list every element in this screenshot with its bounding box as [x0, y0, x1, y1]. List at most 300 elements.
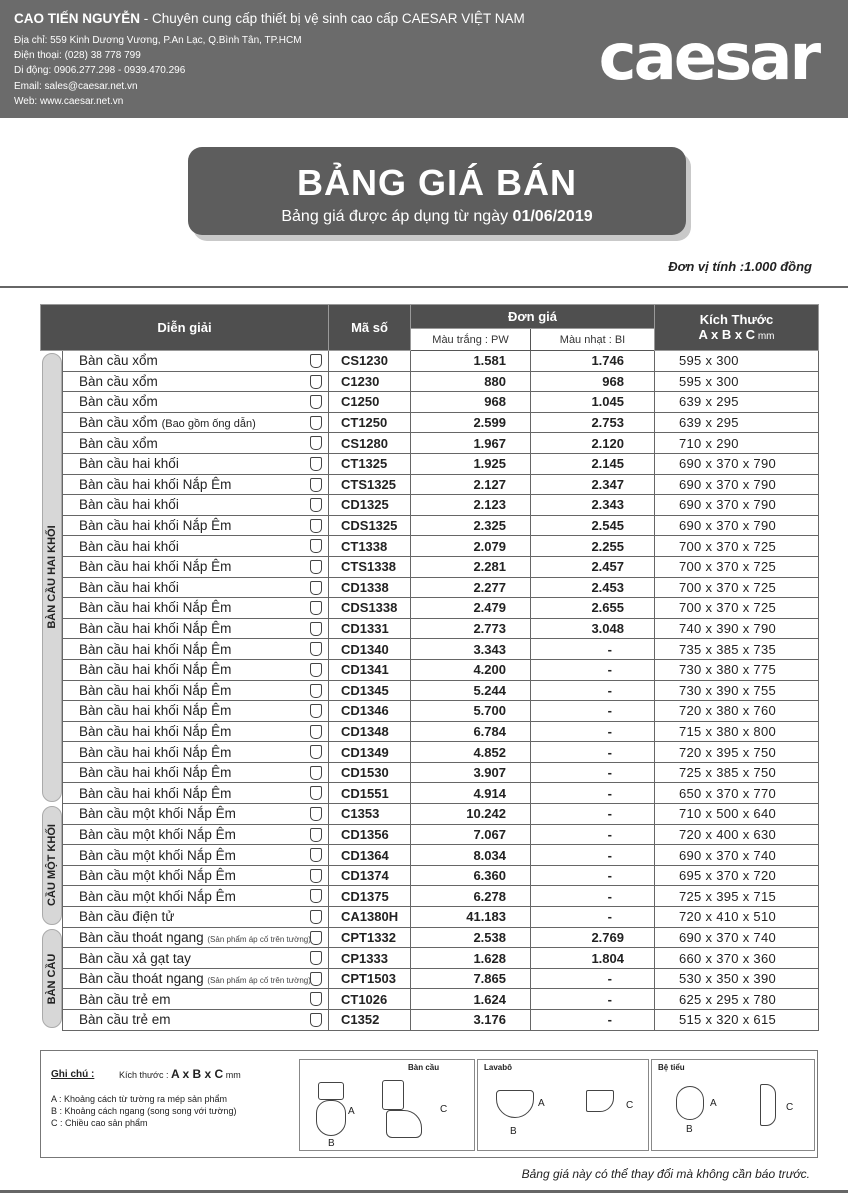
- price-light: -: [531, 742, 655, 763]
- subtitle-prefix: Bảng giá được áp dụng từ ngày: [281, 208, 513, 225]
- toilet-icon: [310, 972, 322, 986]
- product-code: CD1325: [329, 495, 411, 516]
- price-light: -: [531, 845, 655, 866]
- product-code: CD1340: [329, 639, 411, 660]
- group-label: [42, 353, 62, 802]
- product-code: CT1250: [329, 412, 411, 433]
- table-row: [41, 927, 819, 948]
- toilet-icon: [310, 519, 322, 533]
- product-name-cell: [63, 495, 329, 516]
- product-name-cell: [63, 968, 329, 989]
- notes-lines: [51, 1093, 236, 1129]
- table-row: [41, 886, 819, 907]
- toilet-icon: [310, 910, 322, 924]
- toilet-icon: [310, 828, 322, 842]
- price-light: -: [531, 762, 655, 783]
- product-name-cell: [63, 845, 329, 866]
- product-name-cell: [63, 433, 329, 454]
- table-row: [41, 1010, 819, 1031]
- product-name-cell: [63, 886, 329, 907]
- header-price-light: Màu nhạt : BI: [531, 329, 655, 351]
- product-size: 690 x 370 x 790: [655, 474, 819, 495]
- price-white: 1.581: [411, 351, 531, 372]
- product-code: CD1364: [329, 845, 411, 866]
- product-name-cell: [63, 556, 329, 577]
- product-name: Bàn cầu một khối Nắp Êm: [79, 868, 236, 884]
- price-white: 3.907: [411, 762, 531, 783]
- product-size: 595 x 300: [655, 351, 819, 372]
- product-name-cell: [63, 1010, 329, 1031]
- product-code: C1352: [329, 1010, 411, 1031]
- product-name-cell: [63, 762, 329, 783]
- product-name: Bàn cầu hai khối Nắp Êm: [79, 559, 232, 575]
- table-row: [41, 742, 819, 763]
- product-size: 690 x 370 x 740: [655, 845, 819, 866]
- notes-box: [40, 1050, 818, 1158]
- toilet-icon: [310, 581, 322, 595]
- product-size: 700 x 370 x 725: [655, 556, 819, 577]
- table-row: [41, 721, 819, 742]
- product-name: Bàn cầu xổm: [79, 373, 158, 389]
- price-white: 4.200: [411, 659, 531, 680]
- product-size: 735 x 385 x 735: [655, 639, 819, 660]
- toilet-icon: [310, 766, 322, 780]
- table-row: [41, 351, 819, 372]
- product-size: 720 x 410 x 510: [655, 907, 819, 928]
- price-light: 2.453: [531, 577, 655, 598]
- price-white: 2.127: [411, 474, 531, 495]
- product-size: 530 x 350 x 390: [655, 968, 819, 989]
- price-light: -: [531, 886, 655, 907]
- dim-a-toilet: A: [348, 1106, 355, 1117]
- toilet-icon: [310, 992, 322, 1006]
- product-name-cell: [63, 412, 329, 433]
- product-name-cell: [63, 515, 329, 536]
- product-name-cell: [63, 474, 329, 495]
- price-white: 1.624: [411, 989, 531, 1010]
- price-light: -: [531, 639, 655, 660]
- table-row: [41, 804, 819, 825]
- product-code: CS1280: [329, 433, 411, 454]
- urinal-side-icon: [760, 1084, 776, 1126]
- diagram-urinal: [651, 1059, 815, 1151]
- product-name-cell: [63, 680, 329, 701]
- page-title: BẢNG GIÁ BÁN: [297, 162, 577, 203]
- company-line: [14, 11, 525, 26]
- product-code: CPT1503: [329, 968, 411, 989]
- product-code: CD1530: [329, 762, 411, 783]
- price-white: 6.278: [411, 886, 531, 907]
- toilet-icon: [310, 478, 322, 492]
- product-name: Bàn cầu hai khối Nắp Êm: [79, 476, 232, 492]
- product-name: Bàn cầu một khối Nắp Êm: [79, 847, 236, 863]
- price-light: 2.655: [531, 598, 655, 619]
- price-light: 2.145: [531, 453, 655, 474]
- product-name: Bàn cầu một khối Nắp Êm: [79, 826, 236, 842]
- diagram-lavabo: [477, 1059, 649, 1151]
- product-name: Bàn cầu xổm: [79, 435, 158, 451]
- dim-c-lavabo: C: [626, 1100, 634, 1111]
- product-name-cell: [63, 351, 329, 372]
- price-light: 1.746: [531, 351, 655, 372]
- price-white: 8.034: [411, 845, 531, 866]
- product-name: Bàn cầu hai khối Nắp Êm: [79, 723, 232, 739]
- toilet-icon: [310, 457, 322, 471]
- diagram-toilet-label: Bàn cầu: [408, 1063, 440, 1072]
- diagram-urinal-label: Bệ tiểu: [658, 1063, 685, 1072]
- table-row: [41, 783, 819, 804]
- product-code: CD1338: [329, 577, 411, 598]
- header-size-unit: mm: [755, 330, 775, 342]
- product-name-cell: [63, 392, 329, 413]
- product-name: Bàn cầu hai khối: [79, 538, 179, 554]
- table-row: [41, 598, 819, 619]
- price-light: -: [531, 1010, 655, 1031]
- product-size: 725 x 385 x 750: [655, 762, 819, 783]
- price-white: 1.628: [411, 948, 531, 969]
- mobile: Di động: 0906.277.298 - 0939.470.296: [14, 65, 186, 77]
- price-light: 1.045: [531, 392, 655, 413]
- dim-a-urinal: A: [710, 1098, 717, 1109]
- product-code: CD1341: [329, 659, 411, 680]
- product-size: 700 x 370 x 725: [655, 536, 819, 557]
- product-code: CP1333: [329, 948, 411, 969]
- toilet-icon: [310, 436, 322, 450]
- product-name: Bàn cầu trẻ em: [79, 991, 171, 1007]
- product-name: Bàn cầu xổm: [79, 394, 158, 410]
- caesar-logo: caesar: [598, 21, 818, 95]
- company-tagline: - Chuyên cung cấp thiết bị vệ sinh cao cấp CAESAR VIỆT NAM: [140, 11, 525, 26]
- website: Web: www.caesar.net.vn: [14, 95, 124, 107]
- toilet-icon: [310, 807, 322, 821]
- price-white: 880: [411, 371, 531, 392]
- toilet-side-bowl-icon: [386, 1110, 422, 1138]
- toilet-icon: [310, 951, 322, 965]
- price-white: 968: [411, 392, 531, 413]
- title-box: [188, 147, 686, 235]
- product-size: 740 x 390 x 790: [655, 618, 819, 639]
- price-light: 2.753: [531, 412, 655, 433]
- product-code: CTS1338: [329, 556, 411, 577]
- product-name: Bàn cầu hai khối: [79, 579, 179, 595]
- price-light: -: [531, 783, 655, 804]
- price-white: 2.479: [411, 598, 531, 619]
- product-size: 710 x 290: [655, 433, 819, 454]
- toilet-icon: [310, 889, 322, 903]
- price-light: 2.255: [531, 536, 655, 557]
- product-code: CD1356: [329, 824, 411, 845]
- table-row: [41, 515, 819, 536]
- product-code: CD1375: [329, 886, 411, 907]
- dim-b-toilet: B: [328, 1138, 335, 1149]
- toilet-icon: [310, 642, 322, 656]
- product-name: Bàn cầu xổm: [79, 415, 158, 431]
- price-light: 968: [531, 371, 655, 392]
- product-note: (Bao gồm ống dẫn): [161, 418, 256, 431]
- product-name-cell: [63, 804, 329, 825]
- price-table: [40, 304, 819, 1031]
- product-code: CDS1338: [329, 598, 411, 619]
- product-name: Bàn cầu hai khối Nắp Êm: [79, 518, 232, 534]
- price-light: 2.347: [531, 474, 655, 495]
- product-code: C1353: [329, 804, 411, 825]
- table-row: [41, 907, 819, 928]
- company-name: CAO TIẾN NGUYỄN: [14, 11, 141, 26]
- product-code: C1250: [329, 392, 411, 413]
- product-size: 730 x 390 x 755: [655, 680, 819, 701]
- table-row: [41, 495, 819, 516]
- product-name-cell: [63, 701, 329, 722]
- table-row: [41, 433, 819, 454]
- table-row: [41, 762, 819, 783]
- dim-b-lavabo: B: [510, 1126, 517, 1137]
- product-name: Bàn cầu xổm: [79, 353, 158, 369]
- product-code: CD1346: [329, 701, 411, 722]
- product-size: 639 x 295: [655, 392, 819, 413]
- urinal-front-icon: [676, 1086, 704, 1120]
- product-name-cell: [63, 598, 329, 619]
- group-cell: [41, 927, 63, 1030]
- price-light: 1.804: [531, 948, 655, 969]
- price-light: -: [531, 865, 655, 886]
- group-label-text: BÀN CẦU: [45, 953, 58, 1004]
- header-price-white: Màu trắng : PW: [411, 329, 531, 351]
- price-light: 3.048: [531, 618, 655, 639]
- product-name: Bàn cầu hai khối: [79, 497, 179, 513]
- price-white: 5.244: [411, 680, 531, 701]
- page-subtitle: [188, 208, 686, 226]
- table-row: [41, 639, 819, 660]
- product-name-cell: [63, 927, 329, 948]
- unit-note: Đơn vị tính :1.000 đồng: [668, 259, 812, 274]
- product-name: Bàn cầu hai khối Nắp Êm: [79, 785, 232, 801]
- toilet-icon: [310, 539, 322, 553]
- product-name-cell: [63, 371, 329, 392]
- price-white: 3.343: [411, 639, 531, 660]
- table-row: [41, 474, 819, 495]
- toilet-icon: [310, 869, 322, 883]
- toilet-side-tank-icon: [382, 1080, 404, 1110]
- table-row: [41, 701, 819, 722]
- group-cell: [41, 351, 63, 804]
- email: Email: sales@caesar.net.vn: [14, 80, 138, 92]
- toilet-icon: [310, 786, 322, 800]
- price-white: 2.079: [411, 536, 531, 557]
- product-code: C1230: [329, 371, 411, 392]
- table-row: [41, 412, 819, 433]
- product-code: CT1338: [329, 536, 411, 557]
- product-size: 690 x 370 x 740: [655, 927, 819, 948]
- product-code: CD1551: [329, 783, 411, 804]
- header-size: [655, 305, 819, 351]
- table-row: [41, 680, 819, 701]
- table-row: [41, 865, 819, 886]
- toilet-icon: [310, 848, 322, 862]
- product-size: 695 x 370 x 720: [655, 865, 819, 886]
- product-size: 625 x 295 x 780: [655, 989, 819, 1010]
- product-note: (Sản phẩm áp cố trên tường): [207, 976, 311, 986]
- table-row: [41, 536, 819, 557]
- product-size: 515 x 320 x 615: [655, 1010, 819, 1031]
- product-size: 639 x 295: [655, 412, 819, 433]
- price-white: 2.123: [411, 495, 531, 516]
- toilet-icon: [310, 498, 322, 512]
- product-name: Bàn cầu hai khối Nắp Êm: [79, 641, 232, 657]
- price-white: 7.067: [411, 824, 531, 845]
- price-light: -: [531, 721, 655, 742]
- toilet-icon: [310, 1013, 322, 1027]
- product-size: 660 x 370 x 360: [655, 948, 819, 969]
- price-white: 2.773: [411, 618, 531, 639]
- product-name: Bàn cầu hai khối Nắp Êm: [79, 662, 232, 678]
- phone: Điện thoại: (028) 38 778 799: [14, 50, 141, 62]
- lavabo-side-icon: [586, 1090, 614, 1112]
- product-code: CD1348: [329, 721, 411, 742]
- divider-bottom: [0, 1190, 848, 1193]
- price-light: 2.545: [531, 515, 655, 536]
- table-row: [41, 824, 819, 845]
- diagram-toilet: [299, 1059, 475, 1151]
- toilet-icon: [310, 416, 322, 430]
- product-size: 710 x 500 x 640: [655, 804, 819, 825]
- product-code: CT1325: [329, 453, 411, 474]
- price-white: 2.599: [411, 412, 531, 433]
- group-cell: [41, 804, 63, 928]
- product-size: 730 x 380 x 775: [655, 659, 819, 680]
- dim-a-lavabo: A: [538, 1098, 545, 1109]
- product-code: CA1380H: [329, 907, 411, 928]
- price-white: 10.242: [411, 804, 531, 825]
- toilet-icon: [310, 622, 322, 636]
- product-size: 700 x 370 x 725: [655, 598, 819, 619]
- price-white: 1.967: [411, 433, 531, 454]
- header-code: Mã số: [329, 305, 411, 351]
- product-code: CT1026: [329, 989, 411, 1010]
- table-row: [41, 659, 819, 680]
- footer-note: Bảng giá này có thể thay đổi mà không cần báo trước.: [521, 1167, 810, 1181]
- price-table-body: [41, 351, 819, 1031]
- product-name-cell: [63, 659, 329, 680]
- notes-size-formula: [119, 1067, 241, 1081]
- price-white: 4.852: [411, 742, 531, 763]
- toilet-icon: [310, 395, 322, 409]
- group-label-text: BÀN CẦU HAI KHỐI: [45, 525, 58, 629]
- header-size-label: Kích Thước: [699, 311, 774, 327]
- toilet-tank-icon: [318, 1082, 344, 1100]
- company-header: [0, 0, 848, 118]
- product-name-cell: [63, 783, 329, 804]
- product-name-cell: [63, 453, 329, 474]
- product-name-cell: [63, 536, 329, 557]
- product-name: Bàn cầu hai khối Nắp Êm: [79, 621, 232, 637]
- product-name-cell: [63, 618, 329, 639]
- product-name: Bàn cầu hai khối Nắp Êm: [79, 600, 232, 616]
- price-white: 4.914: [411, 783, 531, 804]
- price-light: -: [531, 680, 655, 701]
- product-name: Bàn cầu thoát ngang: [79, 971, 204, 987]
- toilet-icon: [310, 725, 322, 739]
- divider-top: [0, 286, 848, 288]
- product-name: Bàn cầu điện tử: [79, 909, 175, 925]
- price-light: 2.769: [531, 927, 655, 948]
- product-size: 690 x 370 x 790: [655, 495, 819, 516]
- address: Địa chỉ: 559 Kinh Dương Vương, P.An Lạc, Q.Bình Tân, TP.HCM: [14, 35, 302, 46]
- product-size: 700 x 370 x 725: [655, 577, 819, 598]
- product-name: Bàn cầu một khối Nắp Êm: [79, 888, 236, 904]
- product-code: CDS1325: [329, 515, 411, 536]
- diagram-lavabo-label: Lavabô: [484, 1063, 513, 1072]
- price-light: -: [531, 989, 655, 1010]
- group-label: [42, 806, 62, 926]
- product-name: Bàn cầu hai khối Nắp Êm: [79, 682, 232, 698]
- product-size: 720 x 395 x 750: [655, 742, 819, 763]
- table-row: [41, 948, 819, 969]
- product-size: 650 x 370 x 770: [655, 783, 819, 804]
- product-name: Bàn cầu một khối Nắp Êm: [79, 806, 236, 822]
- product-name: Bàn cầu thoát ngang: [79, 929, 204, 945]
- toilet-icon: [310, 931, 322, 945]
- toilet-icon: [310, 560, 322, 574]
- product-name: Bàn cầu trẻ em: [79, 1012, 171, 1028]
- group-label-text: CẦU MỘT KHỐI: [45, 824, 58, 907]
- price-light: -: [531, 824, 655, 845]
- product-name: Bàn cầu xả gạt tay: [79, 950, 191, 966]
- effective-date: 01/06/2019: [512, 208, 593, 225]
- product-name: Bàn cầu hai khối Nắp Êm: [79, 765, 232, 781]
- table-row: [41, 968, 819, 989]
- product-size: 715 x 380 x 800: [655, 721, 819, 742]
- notes-size-prefix: Kích thước :: [119, 1070, 171, 1080]
- table-row: [41, 371, 819, 392]
- price-table-wrap: [40, 304, 818, 1031]
- price-light: -: [531, 907, 655, 928]
- price-white: 2.538: [411, 927, 531, 948]
- product-name: Bàn cầu hai khối Nắp Êm: [79, 703, 232, 719]
- product-code: CS1230: [329, 351, 411, 372]
- price-white: 1.925: [411, 453, 531, 474]
- toilet-icon: [310, 684, 322, 698]
- product-name-cell: [63, 577, 329, 598]
- product-name-cell: [63, 824, 329, 845]
- price-light: -: [531, 968, 655, 989]
- table-row: [41, 392, 819, 413]
- product-name-cell: [63, 948, 329, 969]
- product-code: CD1331: [329, 618, 411, 639]
- header-size-formula: A x B x C: [698, 326, 756, 342]
- toilet-icon: [310, 354, 322, 368]
- toilet-icon: [310, 663, 322, 677]
- product-name: Bàn cầu hai khối: [79, 456, 179, 472]
- header-price: Đơn giá: [411, 305, 655, 329]
- price-light: -: [531, 804, 655, 825]
- toilet-icon: [310, 745, 322, 759]
- price-white: 7.865: [411, 968, 531, 989]
- notes-size-abc: A x B x C: [170, 1067, 224, 1081]
- price-white: 2.281: [411, 556, 531, 577]
- product-size: 720 x 380 x 760: [655, 701, 819, 722]
- product-name-cell: [63, 865, 329, 886]
- note-b: B : Khoảng cách ngang (song song với tường): [51, 1106, 237, 1116]
- product-name-cell: [63, 989, 329, 1010]
- table-row: [41, 577, 819, 598]
- product-code: CD1349: [329, 742, 411, 763]
- note-a: A : Khoảng cách từ tường ra mép sản phẩm: [51, 1094, 228, 1104]
- price-white: 41.183: [411, 907, 531, 928]
- product-size: 690 x 370 x 790: [655, 453, 819, 474]
- product-size: 720 x 400 x 630: [655, 824, 819, 845]
- price-light: 2.457: [531, 556, 655, 577]
- product-name-cell: [63, 742, 329, 763]
